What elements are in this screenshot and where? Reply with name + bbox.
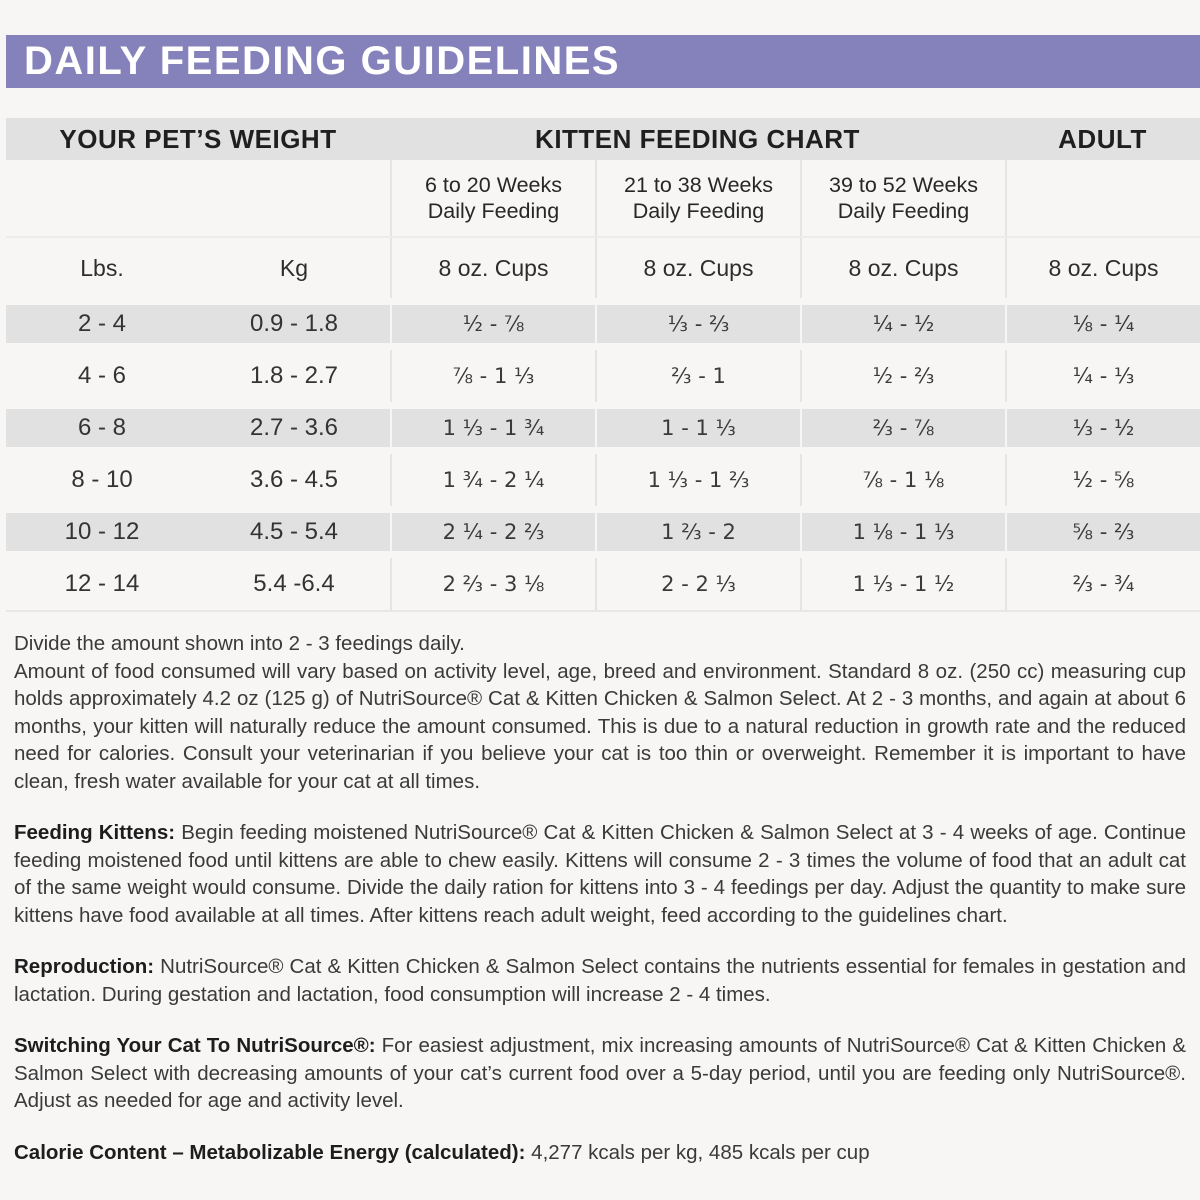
age-header-line1: 6 to 20 Weeks [424, 173, 563, 197]
cell-kitten-39-52: ⅔ - ⅞ [800, 402, 1005, 454]
age-header-line2: Daily Feeding [837, 199, 970, 223]
unit-cups: 8 oz. Cups [1005, 238, 1200, 298]
notes-section [14, 630, 1186, 1166]
feeding-kittens-label: Feeding Kittens: [14, 821, 176, 844]
cell-kitten-21-38: 2 - 2 ⅓ [595, 558, 800, 610]
page-title: DAILY FEEDING GUIDELINES [24, 39, 621, 83]
cell-adult: ¼ - ⅓ [1005, 350, 1200, 402]
feeding-kittens-text: Begin feeding moistened NutriSource® Cat & Kitten Chicken & Salmon Select at 3 - 4 weeks of age. Continue feeding moistened food until kittens are able to chew easily. Kittens will consume 2 - 3 times the volume of food that an adult cat of the same weight would consume. Divide the daily ration for kittens into 3 - 4 feedings per day. Adjust the quantity to make sure kittens have food available at all times. After kittens reach adult weight, feed according to the guidelines chart. [14, 821, 1186, 927]
table-row [6, 298, 1200, 350]
table-row [6, 402, 1200, 454]
switching-note [14, 1032, 1186, 1115]
cell-kitten-39-52: 1 ⅓ - 1 ½ [800, 558, 1005, 610]
cell-kitten-21-38: ⅓ - ⅔ [595, 298, 800, 350]
cell-kitten-21-38: ⅔ - 1 [595, 350, 800, 402]
cell-kitten-6-20: ½ - ⅞ [390, 298, 595, 350]
switching-text: For easiest adjustment, mix increasing amounts of NutriSource® Cat & Kitten Chicken & Salmon Select with decreasing amounts of your cat’s current food over a 5-day period, until you are feeding only NutriSource®. Adjust as needed for age and activity level. [14, 1034, 1186, 1112]
cell-kitten-6-20: 2 ⅔ - 3 ⅛ [390, 558, 595, 610]
cell-kitten-21-38: 1 ⅔ - 2 [595, 506, 800, 558]
cell-kitten-39-52: ⅞ - 1 ⅛ [800, 454, 1005, 506]
table-row [6, 558, 1200, 610]
cell-lbs: 10 - 12 [6, 506, 198, 558]
cell-kitten-21-38: 1 ⅓ - 1 ⅔ [595, 454, 800, 506]
age-column-header-6-20-weeks [390, 160, 595, 236]
unit-cups: 8 oz. Cups [800, 238, 1005, 298]
cell-kg: 2.7 - 3.6 [198, 402, 390, 454]
spacer-cell [1005, 160, 1200, 236]
age-column-header-21-38-weeks [595, 160, 800, 236]
cell-kg: 3.6 - 4.5 [249, 466, 339, 493]
cell-lbs: 12 - 14 [64, 570, 140, 597]
feeding-guidelines-table [6, 118, 1200, 612]
cell-kitten-39-52: ¼ - ½ [800, 298, 1005, 350]
unit-cups: 8 oz. Cups [390, 238, 595, 298]
spacer-cell [6, 160, 198, 236]
cell-kitten-6-20: 1 ⅓ - 1 ¾ [390, 402, 595, 454]
age-header-line2: Daily Feeding [427, 199, 560, 223]
cell-kitten-39-52: 1 ⅛ - 1 ⅓ [800, 506, 1005, 558]
table-section-header-row [6, 118, 1200, 160]
calorie-content-text: 4,277 kcals per kg, 485 kcals per cup [531, 1140, 870, 1164]
cell-adult: ½ - ⅝ [1005, 454, 1200, 506]
header-kitten-feeding-chart: KITTEN FEEDING CHART [535, 123, 860, 154]
cell-kg: 0.9 - 1.8 [198, 298, 390, 350]
cell-adult: ⅔ - ¾ [1005, 558, 1200, 610]
cell-lbs: 4 - 6 [77, 362, 127, 389]
table-row [6, 350, 1200, 402]
feeding-kittens-note [14, 819, 1186, 929]
spacer-cell [198, 160, 390, 236]
cell-adult: ⅛ - ¼ [1005, 298, 1200, 350]
header-adult: ADULT [1058, 123, 1147, 154]
cell-lbs: 6 - 8 [6, 402, 198, 454]
age-column-header-39-52-weeks [800, 160, 1005, 236]
cell-adult: ⅝ - ⅔ [1005, 506, 1200, 558]
intro-note: Divide the amount shown into 2 - 3 feedings daily. [14, 632, 465, 655]
cell-kitten-39-52: ½ - ⅔ [800, 350, 1005, 402]
unit-kg: Kg [279, 254, 309, 281]
switching-label: Switching Your Cat To NutriSource®: [14, 1034, 376, 1057]
age-header-line2: Daily Feeding [632, 199, 765, 223]
reproduction-note [14, 953, 1186, 1008]
cell-adult: ⅓ - ½ [1005, 402, 1200, 454]
calorie-content-label: Calorie Content – Metabolizable Energy (calculated): [14, 1140, 526, 1164]
reproduction-text: NutriSource® Cat & Kitten Chicken & Salmon Select contains the nutrients essential for females in gestation and lactation. During gestation and lactation, food consumption will increase 2 - 4 times. [14, 955, 1186, 1006]
header-your-pets-weight: YOUR PET’S WEIGHT [59, 123, 337, 154]
table-age-header-row [6, 160, 1200, 238]
cell-kitten-21-38: 1 - 1 ⅓ [595, 402, 800, 454]
cell-kitten-6-20: 1 ¾ - 2 ¼ [390, 454, 595, 506]
cell-kg: 1.8 - 2.7 [249, 362, 339, 389]
cell-lbs: 8 - 10 [71, 466, 133, 493]
table-unit-row [6, 238, 1200, 298]
age-header-line1: 21 to 38 Weeks [624, 173, 773, 197]
table-row [6, 454, 1200, 506]
unit-cups: 8 oz. Cups [595, 238, 800, 298]
table-row [6, 506, 1200, 558]
cell-kg: 4.5 - 5.4 [198, 506, 390, 558]
cell-kg: 5.4 -6.4 [253, 570, 335, 597]
reproduction-label: Reproduction: [14, 955, 155, 978]
cell-kitten-6-20: 2 ¼ - 2 ⅔ [390, 506, 595, 558]
age-header-line1: 39 to 52 Weeks [829, 173, 978, 197]
unit-lbs: Lbs. [80, 254, 124, 281]
general-feeding-note: Amount of food consumed will vary based on activity level, age, breed and environment. Standard 8 oz. (250 cc) measuring cup holds approximately 4.2 oz (125 g) of NutriSource® Cat & Kitten Chicken & Salmon Select. At 2 - 3 months, and again at about 6 months, your kitten will naturally reduce the amount consumed. This is due to a natural reduction in growth rate and the reduced need for calories. Consult your veterinarian if you believe your cat is too thin or overweight. Remember it is important to have clean, fresh water available for your cat at all times. [14, 659, 1186, 793]
cell-lbs: 2 - 4 [6, 298, 198, 350]
calorie-content-note [14, 1139, 1186, 1167]
banner-daily-feeding-guidelines [6, 35, 1200, 88]
cell-kitten-6-20: ⅞ - 1 ⅓ [390, 350, 595, 402]
